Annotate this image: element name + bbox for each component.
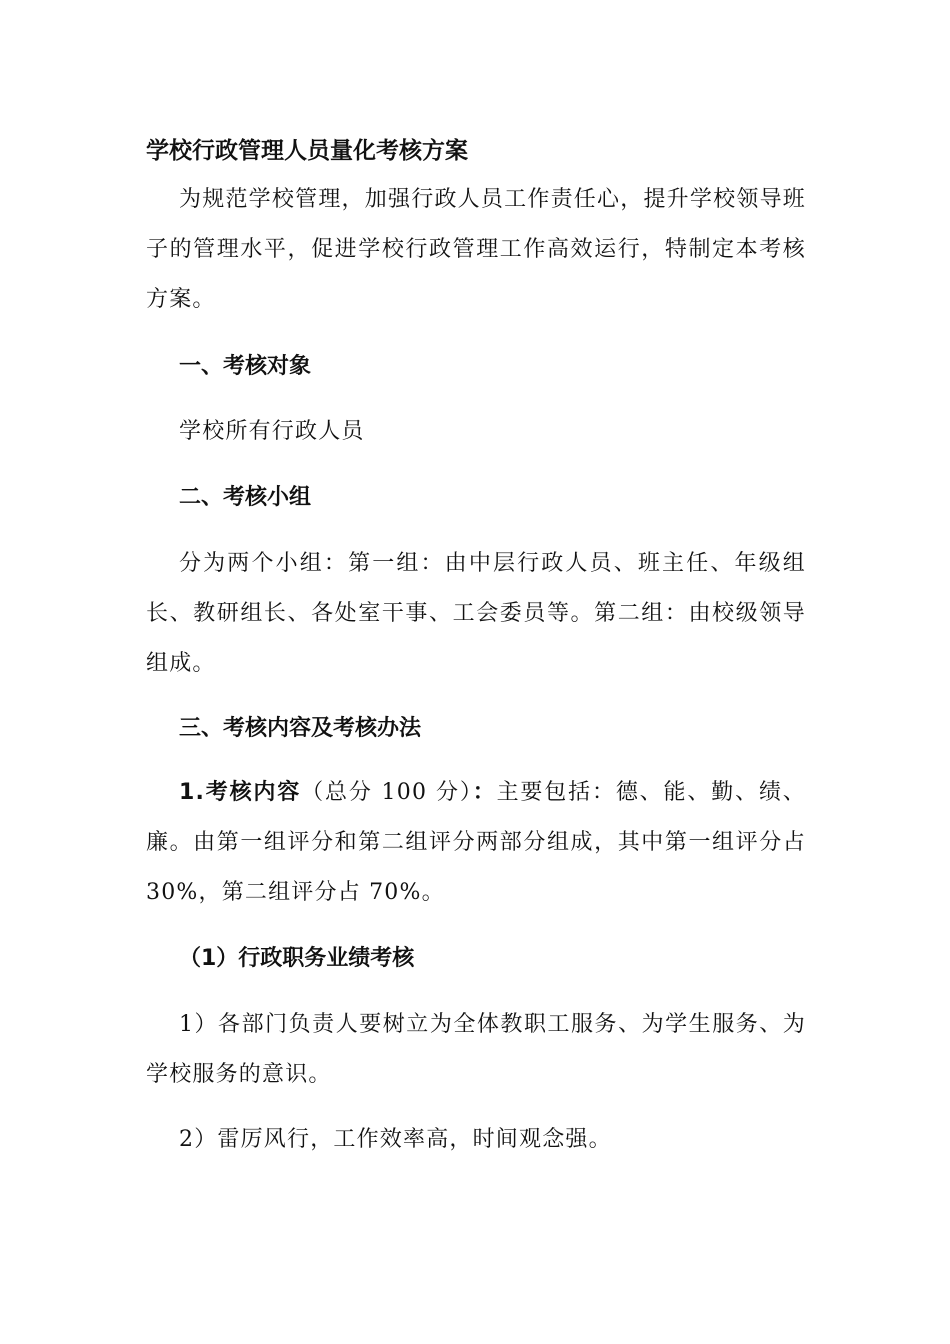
section-heading-targets: 一、考核对象	[179, 354, 312, 379]
subsection-heading-performance: （1）行政职务业绩考核	[179, 946, 415, 971]
intro-paragraph: 为规范学校管理，加强行政人员工作责任心，提升学校领导班子的管理水平，促进学校行政管理工作高效运行，特制定本考核方案。	[146, 187, 806, 312]
section-body-group: 分为两个小组：第一组：由中层行政人员、班主任、年级组长、教研组长、各处室干事、工会委员等。第二组：由校级领导组成。	[146, 551, 806, 676]
assessment-colon: ：	[472, 780, 497, 805]
document-title: 学校行政管理人员量化考核方案	[146, 138, 468, 164]
assessment-total-score: （总分 100 分）	[301, 780, 473, 805]
list-item: 2）雷厉风行，工作效率高，时间观念强。	[179, 1127, 612, 1152]
assessment-content-paragraph	[146, 768, 806, 918]
assessment-content-label: 1.考核内容	[179, 780, 302, 805]
section-heading-group: 二、考核小组	[179, 485, 312, 510]
assessment-content-text: 主要包括：德、能、勤、绩、廉。由第一组评分和第二组评分两部分组成，其中第一组评分占 30%，第二组评分占 70%。	[146, 780, 807, 905]
section-heading-content: 三、考核内容及考核办法	[179, 716, 422, 741]
section-body-targets: 学校所有行政人员	[179, 419, 365, 444]
list-item: 1）各部门负责人要树立为全体教职工服务、为学生服务、为学校服务的意识。	[146, 1012, 806, 1087]
